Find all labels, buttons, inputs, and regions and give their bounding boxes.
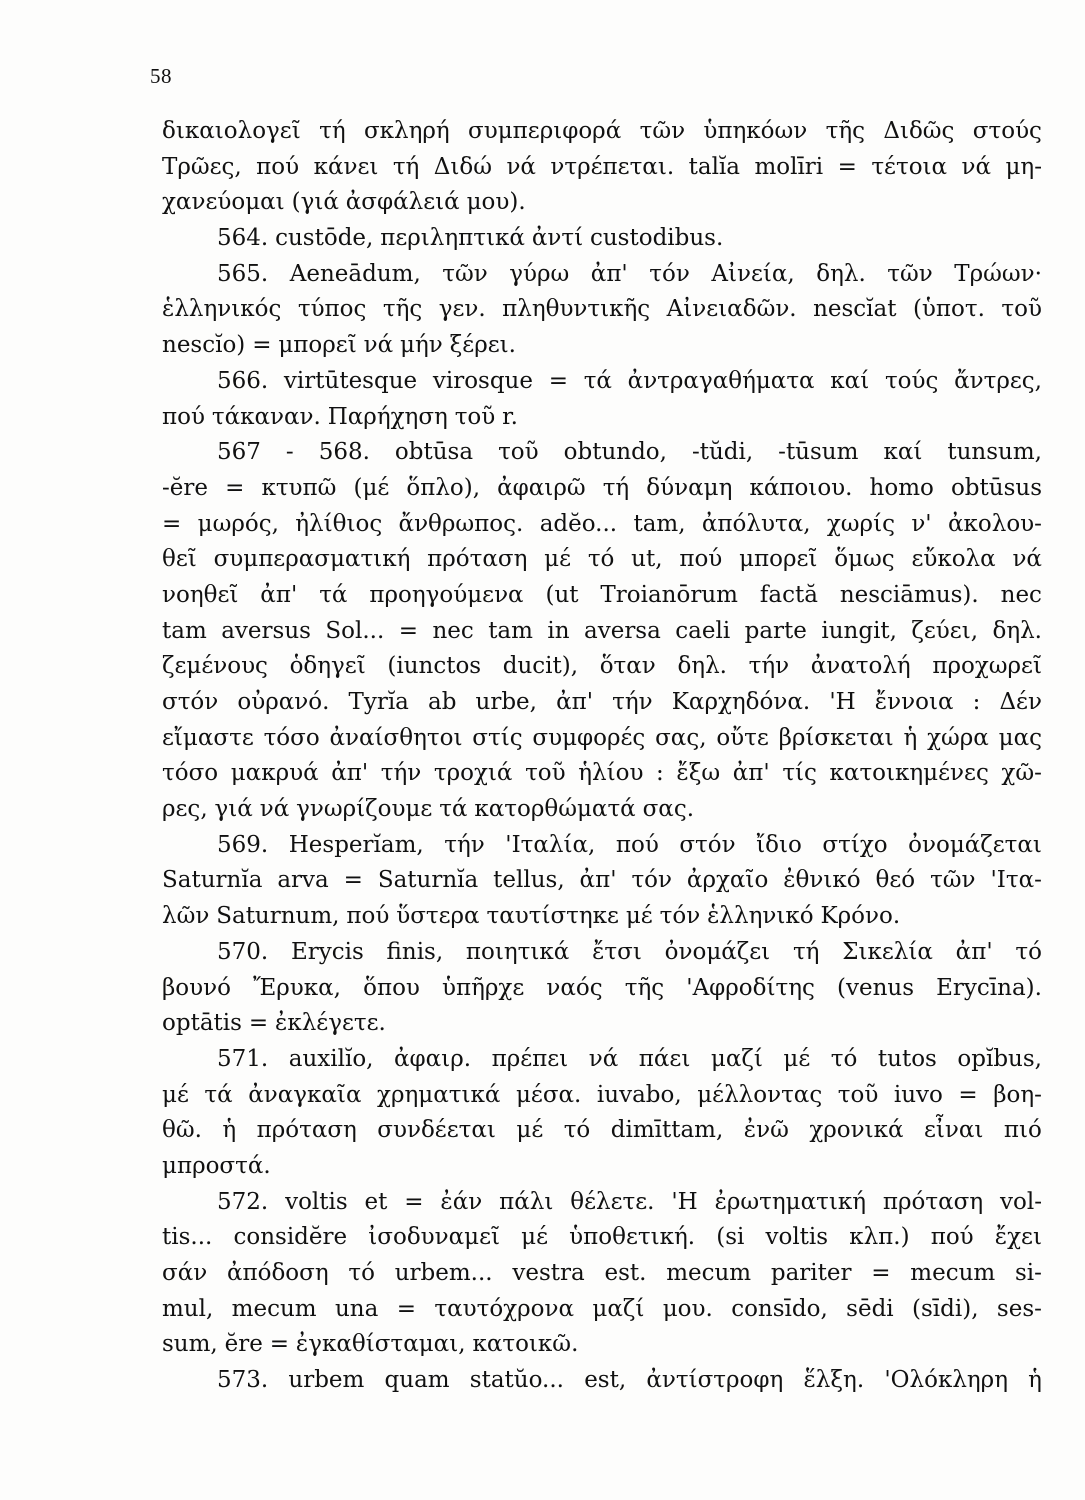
text-line: 566. virtūtesque virosque = τά ἀντραγαθήματα καί τούς ἄντρες, — [217, 367, 1042, 394]
text-line: tis... considĕre ἰσοδυναμεῖ μέ ὑποθετική. (si voltis κλπ.) πού ἔχει — [162, 1224, 1042, 1251]
text-line: μπροστά. — [162, 1152, 271, 1179]
text-line: σάν ἀπόδοση τό urbem... vestra est. mecum pariter = mecum si- — [162, 1260, 1042, 1286]
text-line: βουνό Ἔρυκα, ὅπου ὑπῆρχε ναός τῆς 'Αφροδίτης (venus Erycīna). — [162, 974, 1042, 1001]
text-line: 571. auxilĭo, ἀφαιρ. πρέπει νά πάει μαζί μέ τό tutos opĭbus, — [217, 1045, 1042, 1072]
text-line: στόν οὐρανό. Tyrĭa ab urbe, ἀπ' τήν Καρχηδόνα. 'Η ἔννοια : Δέν — [162, 689, 1042, 715]
text-line: ζεμένους ὁδηγεῖ (iunctos ducit), ὅταν δηλ. τήν ἀνατολή προχωρεῖ — [162, 653, 1042, 680]
text-line: θῶ. ἡ πρόταση συνδέεται μέ τό dimīttam, ἐνῶ χρονικά εἶναι πιό — [162, 1117, 1042, 1144]
commentary-text — [162, 114, 1042, 1399]
text-line: nescĭo) = μπορεῖ νά μήν ξέρει. — [162, 332, 516, 359]
text-line: = μωρός, ἠλίθιος ἄνθρωπος. adĕo... tam, ἀπόλυτα, χωρίς ν' ἀκολου- — [162, 510, 1042, 537]
text-line: tam aversus Sol... = nec tam in aversa caeli parte iungit, ζεύει, δηλ. — [162, 617, 1042, 644]
text-line: sum, ĕre = ἐγκαθίσταμαι, κατοικῶ. — [162, 1331, 579, 1358]
text-line: 569. Hesperĭam, τήν 'Ιταλία, πού στόν ἴδιο στίχο ὀνομάζεται — [217, 831, 1042, 858]
text-line: θεῖ συμπερασματική πρόταση μέ τό ut, πού μπορεῖ ὅμως εὔκολα νά — [162, 546, 1042, 573]
text-line: optātis = ἐκλέγετε. — [162, 1010, 386, 1037]
text-line: νοηθεῖ ἀπ' τά προηγούμενα (ut Troianōrum factă nesciāmus). nec — [162, 581, 1042, 608]
text-line: λῶν Saturnum, πού ὕστερα ταυτίστηκε μέ τόν ἑλληνικό Κρόνο. — [162, 903, 901, 930]
text-line: τόσο μακρυά ἀπ' τήν τροχιά τοῦ ἡλίου : ἔξω ἀπ' τίς κατοικημένες χῶ- — [162, 760, 1042, 787]
text-line: 567 - 568. obtūsa τοῦ obtundo, -tŭdi, -tūsum καί tunsum, — [217, 439, 1042, 466]
text-line: -ĕre = κτυπῶ (μέ ὅπλο), ἀφαιρῶ τή δύναμη κάποιου. homo obtūsus — [162, 474, 1042, 501]
text-line: πού τάκαναν. Παρήχηση τοῦ r. — [162, 403, 518, 430]
page-number: 58 — [150, 64, 172, 88]
text-line: ρες, γιά νά γνωρίζουμε τά κατορθώματά σας. — [162, 796, 695, 823]
text-line: 570. Erycis finis, ποιητικά ἔτσι ὀνομάζει τή Σικελία ἀπ' τό — [217, 938, 1042, 965]
text-line: δικαιολογεῖ τή σκληρή συμπεριφορά τῶν ὑπηκόων τῆς Διδῶς στούς — [162, 118, 1042, 144]
text-line: χανεύομαι (γιά ἀσφάλειά μου). — [162, 189, 526, 216]
text-line: Saturnĭa arva = Saturnĭa tellus, ἀπ' τόν ἀρχαῖο ἐθνικό θεό τῶν 'Ιτα- — [162, 867, 1042, 894]
text-line: εἴμαστε τόσο ἀναίσθητοι στίς συμφορές σας, οὔτε βρίσκεται ἡ χώρα μας — [162, 724, 1042, 751]
text-line: Τρῶες, πού κάνει τή Διδώ νά ντρέπεται. talĭa molīri = τέτοια νά μη- — [162, 153, 1042, 180]
text-line: 564. custōde, περιληπτικά ἀντί custodibus. — [217, 225, 724, 252]
text-line: 572. voltis et = ἐάν πάλι θέλετε. 'Η ἐρωτηματική πρόταση vol- — [217, 1188, 1042, 1215]
text-line: μέ τά ἀναγκαῖα χρηματικά μέσα. iuvabo, μέλλοντας τοῦ iuvo = βοη- — [162, 1081, 1042, 1108]
text-line: ἑλληνικός τύπος τῆς γεν. πληθυντικῆς Αἰνειαδῶν. nescĭat (ὑποτ. τοῦ — [162, 296, 1042, 323]
text-line: mul, mecum una = ταυτόχρονα μαζί μου. consīdo, sēdi (sīdi), ses- — [162, 1295, 1042, 1322]
text-line: 565. Aeneādum, τῶν γύρω ἀπ' τόν Αἰνεία, δηλ. τῶν Τρώων· — [217, 260, 1042, 287]
text-line: 573. urbem quam statŭo... est, ἀντίστροφη ἕλξη. 'Ολόκληρη ἡ — [217, 1367, 1042, 1394]
